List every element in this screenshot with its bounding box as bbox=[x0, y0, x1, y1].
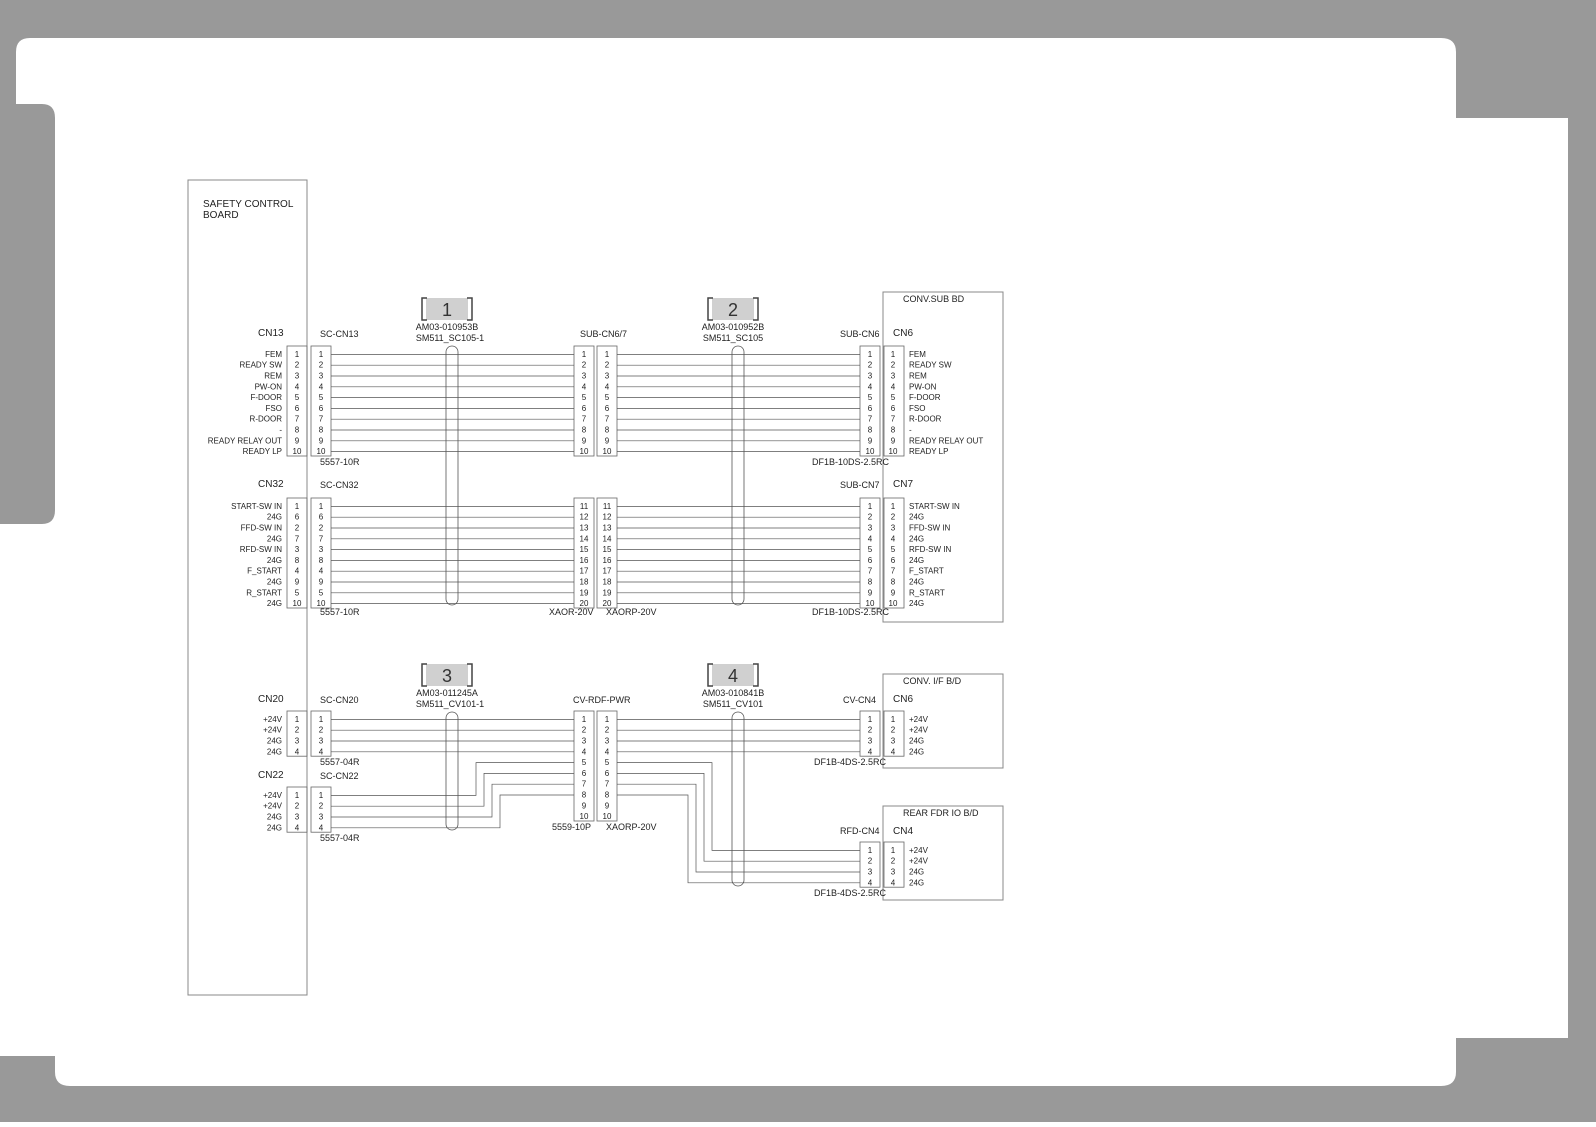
signal-label: 24G bbox=[909, 878, 925, 888]
signal-label: PW-ON bbox=[254, 382, 282, 392]
pin-number: 4 bbox=[318, 823, 324, 833]
pin-number: 9 bbox=[867, 436, 873, 446]
pin-number: 4 bbox=[294, 747, 300, 757]
pin-number: 1 bbox=[318, 714, 324, 724]
pin-number: 2 bbox=[890, 856, 896, 866]
pin-number: 11 bbox=[602, 501, 612, 511]
pin-number: 8 bbox=[581, 425, 587, 435]
signal-label: 24G bbox=[909, 736, 925, 746]
pin-number: 4 bbox=[867, 382, 873, 392]
signal-label: 24G bbox=[909, 577, 925, 587]
signal-label: 24G bbox=[266, 812, 282, 822]
pin-number: 5 bbox=[318, 393, 324, 403]
pin-number: 6 bbox=[890, 403, 896, 413]
pin-number: 10 bbox=[888, 447, 898, 457]
pin-number: 10 bbox=[602, 447, 612, 457]
cn32-label: CN32 bbox=[258, 479, 284, 490]
signal-label: 24G bbox=[266, 555, 282, 565]
pin-number: 13 bbox=[602, 523, 612, 533]
signal-label: +24V bbox=[909, 714, 928, 724]
pin-number: 8 bbox=[890, 577, 896, 587]
pin-number: 8 bbox=[294, 425, 300, 435]
pin-number: 5 bbox=[890, 393, 896, 403]
pin-number: 5 bbox=[581, 393, 587, 403]
signal-label: 24G bbox=[909, 512, 925, 522]
signal-label: 24G bbox=[266, 512, 282, 522]
cable-4-number: 4 bbox=[727, 666, 739, 686]
pin-number: 6 bbox=[581, 768, 587, 778]
pin-number: 9 bbox=[604, 436, 610, 446]
pin-number: 8 bbox=[867, 425, 873, 435]
pin-number: 11 bbox=[579, 501, 589, 511]
signal-label: R_START bbox=[246, 588, 282, 598]
cable-3-number: 3 bbox=[441, 666, 453, 686]
pin-number: 4 bbox=[318, 747, 324, 757]
pin-number: 1 bbox=[318, 349, 324, 359]
pin-number: 1 bbox=[890, 845, 896, 855]
signal-label: 24G bbox=[266, 747, 282, 757]
pin-number: 9 bbox=[318, 436, 324, 446]
pin-number: 9 bbox=[890, 588, 896, 598]
pin-number: 4 bbox=[294, 823, 300, 833]
cable-4-model: SM511_CV101 bbox=[702, 699, 764, 709]
signal-label: 24G bbox=[909, 599, 925, 609]
pin-number: 5 bbox=[867, 393, 873, 403]
pin-number: 6 bbox=[318, 512, 324, 522]
pin-number: 1 bbox=[890, 501, 896, 511]
cn13-label: CN13 bbox=[258, 328, 284, 339]
sc-cn20-label: SC-CN20 bbox=[320, 695, 359, 705]
signal-label: FFD-SW IN bbox=[909, 523, 951, 533]
pin-number: 7 bbox=[890, 414, 896, 424]
pin-number: 3 bbox=[867, 867, 873, 877]
pin-number: 4 bbox=[867, 747, 873, 757]
pin-number: 1 bbox=[867, 349, 873, 359]
cable-1-badge bbox=[422, 298, 472, 320]
pin-number: 10 bbox=[865, 447, 875, 457]
signal-label: START-SW IN bbox=[231, 501, 282, 511]
pin-number: 2 bbox=[867, 725, 873, 735]
pin-number: 6 bbox=[318, 403, 324, 413]
cable-2-model: SM511_SC105 bbox=[702, 333, 764, 343]
pin-number: 3 bbox=[294, 371, 300, 381]
pin-number: 4 bbox=[604, 747, 610, 757]
pin-number: 2 bbox=[581, 360, 587, 370]
pin-number: 4 bbox=[604, 382, 610, 392]
pin-number: 3 bbox=[318, 812, 324, 822]
signal-label: 24G bbox=[266, 577, 282, 587]
signal-label: +24V bbox=[263, 725, 282, 735]
pin-number: 17 bbox=[579, 566, 589, 576]
pin-number: 9 bbox=[581, 801, 587, 811]
pin-number: 18 bbox=[602, 577, 612, 587]
pin-number: 6 bbox=[867, 403, 873, 413]
cn22-label: CN22 bbox=[258, 770, 284, 781]
sub-cn7-label: SUB-CN7 bbox=[840, 480, 880, 490]
pin-number: 3 bbox=[318, 545, 324, 555]
pin-number: 3 bbox=[604, 371, 610, 381]
cv-cn6-label: CN6 bbox=[893, 694, 914, 705]
signal-label: 24G bbox=[909, 534, 925, 544]
signal-label: - bbox=[909, 425, 912, 435]
cn6-housing: DF1B-10DS-2.5RC bbox=[812, 457, 890, 467]
signal-label: R_START bbox=[909, 588, 945, 598]
pin-number: 5 bbox=[318, 588, 324, 598]
mid-right-housing: XAORP-20V bbox=[606, 607, 657, 617]
pin-number: 10 bbox=[888, 599, 898, 609]
pin-number: 8 bbox=[318, 425, 324, 435]
signal-label: RFD-SW IN bbox=[909, 545, 952, 555]
conv-sub-title: CONV.SUB BD bbox=[903, 294, 965, 304]
pin-number: 3 bbox=[890, 736, 896, 746]
cable-3-part: AM03-011245A bbox=[416, 688, 478, 698]
pin-number: 7 bbox=[581, 779, 587, 789]
rear-cn4-label: CN4 bbox=[893, 826, 914, 837]
pin-number: 5 bbox=[604, 393, 610, 403]
mid-left-housing: XAOR-20V bbox=[549, 607, 594, 617]
pin-number: 19 bbox=[579, 588, 589, 598]
pin-number: 2 bbox=[318, 725, 324, 735]
pin-number: 2 bbox=[890, 360, 896, 370]
pin-number: 2 bbox=[294, 523, 300, 533]
pin-number: 5 bbox=[581, 758, 587, 768]
pin-number: 7 bbox=[604, 779, 610, 789]
rfd-cn4-housing: DF1B-4DS-2.5RC bbox=[814, 888, 887, 898]
pin-number: 9 bbox=[867, 588, 873, 598]
pin-number: 18 bbox=[579, 577, 589, 587]
pin-number: 1 bbox=[294, 501, 300, 511]
pin-number: 3 bbox=[890, 867, 896, 877]
pin-number: 2 bbox=[318, 523, 324, 533]
signal-label: PW-ON bbox=[909, 382, 937, 392]
sc-cn22-label: SC-CN22 bbox=[320, 771, 359, 781]
pin-number: 1 bbox=[294, 714, 300, 724]
pin-number: 7 bbox=[604, 414, 610, 424]
pin-number: 2 bbox=[604, 360, 610, 370]
signal-label: +24V bbox=[909, 725, 928, 735]
pin-number: 3 bbox=[581, 371, 587, 381]
signal-label: READY RELAY OUT bbox=[909, 436, 984, 446]
cable-1-number: 1 bbox=[441, 300, 453, 320]
signal-label: 24G bbox=[266, 534, 282, 544]
pin-number: 5 bbox=[294, 588, 300, 598]
pin-number: 9 bbox=[581, 436, 587, 446]
cn32-housing: 5557-10R bbox=[320, 607, 360, 617]
board-title-line1: SAFETY CONTROL bbox=[203, 199, 294, 210]
signal-label: F-DOOR bbox=[909, 393, 941, 403]
pin-number: 6 bbox=[294, 512, 300, 522]
pin-number: 4 bbox=[294, 382, 300, 392]
conv-if-title: CONV. I/F B/D bbox=[903, 676, 962, 686]
pin-number: 5 bbox=[604, 758, 610, 768]
signal-label: READY RELAY OUT bbox=[207, 436, 282, 446]
signal-label: FSO bbox=[265, 403, 282, 413]
pin-number: 4 bbox=[318, 566, 324, 576]
pin-number: 7 bbox=[318, 534, 324, 544]
pin-number: 6 bbox=[604, 403, 610, 413]
pin-number: 7 bbox=[890, 566, 896, 576]
pin-number: 1 bbox=[318, 501, 324, 511]
pin-number: 2 bbox=[604, 725, 610, 735]
mid-power-left-housing: 5559-10P bbox=[552, 822, 592, 832]
cn13-housing: 5557-10R bbox=[320, 457, 360, 467]
pin-number: 10 bbox=[292, 599, 302, 609]
pin-number: 1 bbox=[294, 349, 300, 359]
sc-cn32-label: SC-CN32 bbox=[320, 480, 359, 490]
pin-number: 2 bbox=[581, 725, 587, 735]
cable-2-badge bbox=[708, 298, 758, 320]
signal-label: READY LP bbox=[242, 447, 282, 457]
pin-number: 15 bbox=[579, 545, 589, 555]
signal-label: FEM bbox=[265, 349, 282, 359]
cable-1-model: SM511_SC105-1 bbox=[415, 333, 485, 343]
pin-number: 2 bbox=[890, 725, 896, 735]
pin-number: 3 bbox=[294, 736, 300, 746]
pin-number: 8 bbox=[318, 555, 324, 565]
signal-label: - bbox=[279, 425, 282, 435]
pin-number: 8 bbox=[890, 425, 896, 435]
signal-label: FFD-SW IN bbox=[240, 523, 282, 533]
mid-power-right-housing: XAORP-20V bbox=[606, 822, 657, 832]
pin-number: 6 bbox=[867, 555, 873, 565]
signal-label: F-DOOR bbox=[250, 393, 282, 403]
pin-number: 10 bbox=[316, 599, 326, 609]
page-sheet bbox=[0, 38, 1568, 1086]
pin-number: 6 bbox=[581, 403, 587, 413]
cable-2-part: AM03-010952B bbox=[701, 322, 765, 332]
pin-number: 7 bbox=[318, 414, 324, 424]
pin-number: 3 bbox=[294, 812, 300, 822]
signal-label: +24V bbox=[909, 845, 928, 855]
pin-number: 8 bbox=[294, 555, 300, 565]
pin-number: 8 bbox=[604, 425, 610, 435]
sub-cn67-label: SUB-CN6/7 bbox=[580, 329, 628, 339]
pin-number: 6 bbox=[604, 768, 610, 778]
pin-number: 2 bbox=[890, 512, 896, 522]
pin-number: 3 bbox=[294, 545, 300, 555]
pin-number: 7 bbox=[867, 566, 873, 576]
pin-number: 1 bbox=[604, 714, 610, 724]
cn20-label: CN20 bbox=[258, 694, 284, 705]
pin-number: 16 bbox=[579, 555, 589, 565]
pin-number: 10 bbox=[292, 447, 302, 457]
pin-number: 17 bbox=[602, 566, 612, 576]
pin-number: 19 bbox=[602, 588, 612, 598]
pin-number: 6 bbox=[890, 555, 896, 565]
pin-number: 2 bbox=[294, 360, 300, 370]
pin-number: 1 bbox=[581, 349, 587, 359]
signal-label: 24G bbox=[266, 736, 282, 746]
signal-label: START-SW IN bbox=[909, 501, 960, 511]
signal-label: FEM bbox=[909, 349, 926, 359]
pin-number: 4 bbox=[581, 747, 587, 757]
cn20-housing: 5557-04R bbox=[320, 757, 360, 767]
pin-number: 16 bbox=[602, 555, 612, 565]
signal-label: +24V bbox=[263, 801, 282, 811]
pin-number: 1 bbox=[604, 349, 610, 359]
pin-number: 4 bbox=[318, 382, 324, 392]
pin-number: 2 bbox=[867, 360, 873, 370]
rfd-cn4-label: RFD-CN4 bbox=[840, 826, 880, 836]
signal-label: R-DOOR bbox=[909, 414, 942, 424]
pin-number: 7 bbox=[867, 414, 873, 424]
pin-number: 2 bbox=[294, 725, 300, 735]
cn7-label: CN7 bbox=[893, 479, 914, 490]
pin-number: 2 bbox=[318, 360, 324, 370]
pin-number: 2 bbox=[867, 512, 873, 522]
cv-rdf-pwr-label: CV-RDF-PWR bbox=[573, 695, 631, 705]
signal-label: R-DOOR bbox=[249, 414, 282, 424]
signal-label: +24V bbox=[263, 790, 282, 800]
pin-number: 8 bbox=[581, 790, 587, 800]
sub-cn6-label: SUB-CN6 bbox=[840, 329, 880, 339]
pin-number: 4 bbox=[890, 878, 896, 888]
pin-number: 20 bbox=[579, 599, 589, 609]
pin-number: 7 bbox=[581, 414, 587, 424]
pin-number: 3 bbox=[890, 371, 896, 381]
pin-number: 6 bbox=[294, 403, 300, 413]
pin-number: 3 bbox=[318, 371, 324, 381]
pin-number: 20 bbox=[602, 599, 612, 609]
cn22-housing: 5557-04R bbox=[320, 833, 360, 843]
signal-label: RFD-SW IN bbox=[239, 545, 282, 555]
pin-number: 5 bbox=[867, 545, 873, 555]
cable-3-model: SM511_CV101-1 bbox=[415, 699, 485, 709]
pin-number: 3 bbox=[318, 736, 324, 746]
pin-number: 12 bbox=[602, 512, 612, 522]
pin-number: 10 bbox=[316, 447, 326, 457]
pin-number: 4 bbox=[890, 382, 896, 392]
pin-number: 2 bbox=[318, 801, 324, 811]
pin-number: 5 bbox=[890, 545, 896, 555]
signal-label: F_START bbox=[909, 566, 944, 576]
pin-number: 9 bbox=[294, 577, 300, 587]
pin-number: 3 bbox=[867, 736, 873, 746]
pin-number: 1 bbox=[867, 501, 873, 511]
cable-3-badge bbox=[422, 664, 472, 686]
signal-label: READY SW bbox=[909, 360, 952, 370]
pin-number: 4 bbox=[867, 878, 873, 888]
cable-1-part: AM03-010953B bbox=[415, 322, 479, 332]
pin-number: 10 bbox=[865, 599, 875, 609]
pin-number: 1 bbox=[581, 714, 587, 724]
signal-label: 24G bbox=[266, 823, 282, 833]
pin-number: 1 bbox=[867, 845, 873, 855]
pin-number: 3 bbox=[890, 523, 896, 533]
pin-number: 10 bbox=[579, 812, 589, 822]
cable-2-number: 2 bbox=[727, 300, 739, 320]
cv-cn4-housing: DF1B-4DS-2.5RC bbox=[814, 757, 887, 767]
signal-label: +24V bbox=[263, 714, 282, 724]
signal-label: REM bbox=[909, 371, 927, 381]
pin-number: 1 bbox=[294, 790, 300, 800]
pin-number: 3 bbox=[867, 371, 873, 381]
pin-number: 12 bbox=[579, 512, 589, 522]
cv-cn4-label: CV-CN4 bbox=[843, 695, 877, 705]
signal-label: 24G bbox=[266, 599, 282, 609]
pin-number: 14 bbox=[602, 534, 612, 544]
cable-4-part: AM03-010841B bbox=[701, 688, 765, 698]
pin-number: 9 bbox=[318, 577, 324, 587]
signal-label: 24G bbox=[909, 555, 925, 565]
signal-label: 24G bbox=[909, 867, 925, 877]
pin-number: 4 bbox=[867, 534, 873, 544]
pin-number: 9 bbox=[294, 436, 300, 446]
cable-4-badge bbox=[708, 664, 758, 686]
pin-number: 4 bbox=[294, 566, 300, 576]
board-title-line2: BOARD bbox=[203, 210, 239, 221]
pin-number: 9 bbox=[604, 801, 610, 811]
pin-number: 8 bbox=[604, 790, 610, 800]
pin-number: 15 bbox=[602, 545, 612, 555]
pin-number: 9 bbox=[890, 436, 896, 446]
pin-number: 10 bbox=[579, 447, 589, 457]
pin-number: 1 bbox=[890, 714, 896, 724]
pin-number: 2 bbox=[294, 801, 300, 811]
pin-number: 1 bbox=[318, 790, 324, 800]
pin-number: 7 bbox=[294, 534, 300, 544]
signal-label: F_START bbox=[247, 566, 282, 576]
cn6-label: CN6 bbox=[893, 328, 914, 339]
rear-fdr-title: REAR FDR IO B/D bbox=[903, 808, 979, 818]
pin-number: 3 bbox=[581, 736, 587, 746]
signal-label: READY LP bbox=[909, 447, 949, 457]
pin-number: 10 bbox=[602, 812, 612, 822]
signal-label: FSO bbox=[909, 403, 926, 413]
pin-number: 1 bbox=[867, 714, 873, 724]
pin-number: 13 bbox=[579, 523, 589, 533]
signal-label: READY SW bbox=[239, 360, 282, 370]
cn7-housing: DF1B-10DS-2.5RC bbox=[812, 607, 890, 617]
pin-number: 3 bbox=[867, 523, 873, 533]
signal-label: 24G bbox=[909, 747, 925, 757]
pin-number: 8 bbox=[867, 577, 873, 587]
signal-label: +24V bbox=[909, 856, 928, 866]
pin-number: 4 bbox=[581, 382, 587, 392]
pin-number: 1 bbox=[890, 349, 896, 359]
pin-number: 3 bbox=[604, 736, 610, 746]
pin-number: 4 bbox=[890, 534, 896, 544]
signal-label: REM bbox=[264, 371, 282, 381]
pin-number: 4 bbox=[890, 747, 896, 757]
pin-number: 5 bbox=[294, 393, 300, 403]
pin-number: 14 bbox=[579, 534, 589, 544]
sc-cn13-label: SC-CN13 bbox=[320, 329, 359, 339]
pin-number: 7 bbox=[294, 414, 300, 424]
pin-number: 2 bbox=[867, 856, 873, 866]
